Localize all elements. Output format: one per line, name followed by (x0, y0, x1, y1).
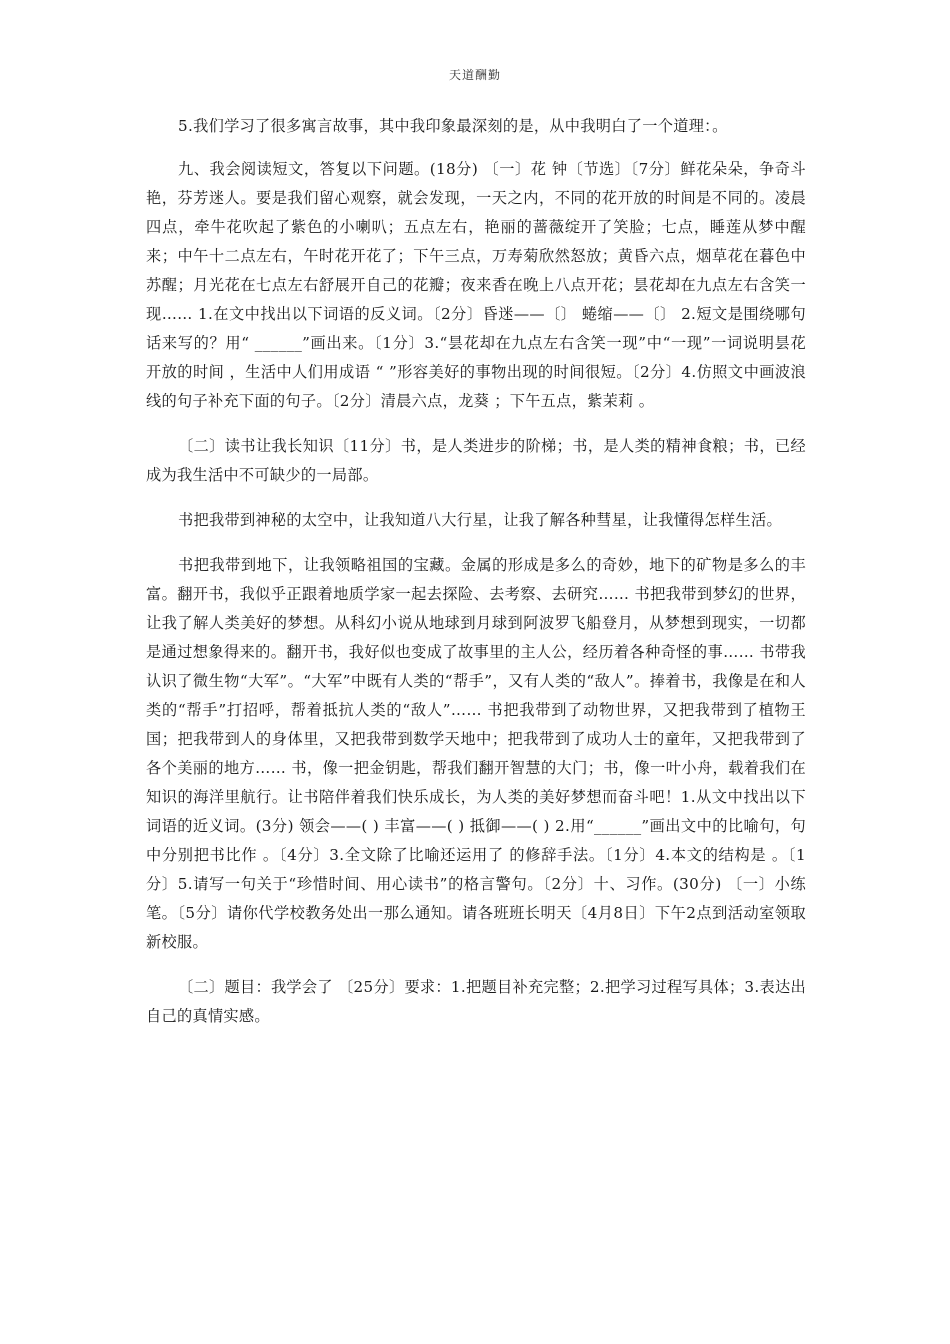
writing-task-paragraph: 〔二〕题目：我学会了 〔25分〕要求：1.把题目补充完整；2.把学习过程写具体；3.表达出自己的真情实感。 (146, 978, 806, 1025)
reading-part-two-body: 书把我带到地下，让我领略祖国的宝藏。金属的形成是多么的奇妙，地下的矿物是多么的丰富。翻开书，我似乎正跟着地质学家一起去探险、去考察、去研究…… 书把我带到梦幻的世界，让我了解人类美好的梦想。从科幻小说从地球到月球到阿波罗飞船登月，从梦想到现实，一切都是通过想象得来的。翻开书，我好似也变成了故事里的主人公，经历着各种奇怪的事…… 书带我认识了微生物“大军”。“大军”中既有人类的“帮手”，又有人类的“敌人”。捧着书，我像是在和人类的“帮手”打招呼，帮着抵抗人类的“敌人”…… 书把我带到了动物世界，又把我带到了植物王国；把我带到人的身体里，又把我带到数学天地中；把我带到了成功人士的童年，又把我带到了各个美丽的地方…… 书，像一把金钥匙，帮我们翻开智慧的大门；书，像一叶小舟，载着我们在知识的海洋里航行。让书陪伴着我们快乐成长，为人类的美好梦想而奋斗吧！1.从文中找出以下词语的近义词。(3分) 领会——( ) 丰富——( ) 抵御——( ) 2.用“______”画出文中的比喻句，句中分别把书比作 。〔4分〕3.全文除了比喻还运用了 的修辞手法。〔1分〕4.本文的结构是 。〔1分〕5.请写一句关于“珍惜时间、用心读书”的格言警句。〔2分〕十、习作。(30分) 〔一〕小练笔。〔5分〕请你代学校教务处出一那么通知。请各班班长明天〔4月8日〕下午2点到活动室领取新校服。 (146, 556, 806, 951)
reading-part-two-space: 书把我带到神秘的太空中，让我知道八大行星，让我了解各种彗星，让我懂得怎样生活。 (178, 511, 783, 529)
reading-section-nine-paragraph: 九、我会阅读短文，答复以下问题。(18分) 〔一〕花 钟〔节选〕〔7分〕鲜花朵朵，争奇斗艳，芬芳迷人。要是我们留心观察，就会发现，一天之内，不同的花开放的时间是不同的。凌晨四点，牵牛花吹起了紫色的小喇叭；五点左右，艳丽的蔷薇绽开了笑脸；七点，睡莲从梦中醒来；中午十二点左右，午时花开花了；下午三点，万寿菊欣然怒放；黄昏六点，烟草花在暮色中苏醒；月光花在七点左右舒展开自己的花瓣；夜来香在晚上八点开花；昙花却在九点左右含笑一现…… 1.在文中找出以下词语的反义词。〔2分〕昏迷——〔〕 蜷缩——〔〕 2.短文是围绕哪句话来写的？用“ ______”画出来。〔1分〕3.“昙花却在九点左右含笑一现”中“一现”一词说明昙花开放的时间 ，生活中人们用成语 “ ”形容美好的事物出现的时间很短。〔2分〕4.仿照文中画波浪线的句子补充下面的句子。〔2分〕清晨六点，龙葵 ；下午五点，紫茉莉 。 (146, 160, 806, 410)
document-body (146, 112, 806, 1047)
reading-part-two-intro: 〔二〕读书让我长知识〔11分〕书，是人类进步的阶梯；书，是人类的精神食粮；书，已经成为我生活中不可缺少的一局部。 (146, 437, 806, 484)
question-5-paragraph: 5.我们学习了很多寓言故事，其中我印象最深刻的是，从中我明白了一个道理：。 (178, 117, 728, 135)
page-header: 天道酬勤 (448, 68, 501, 82)
